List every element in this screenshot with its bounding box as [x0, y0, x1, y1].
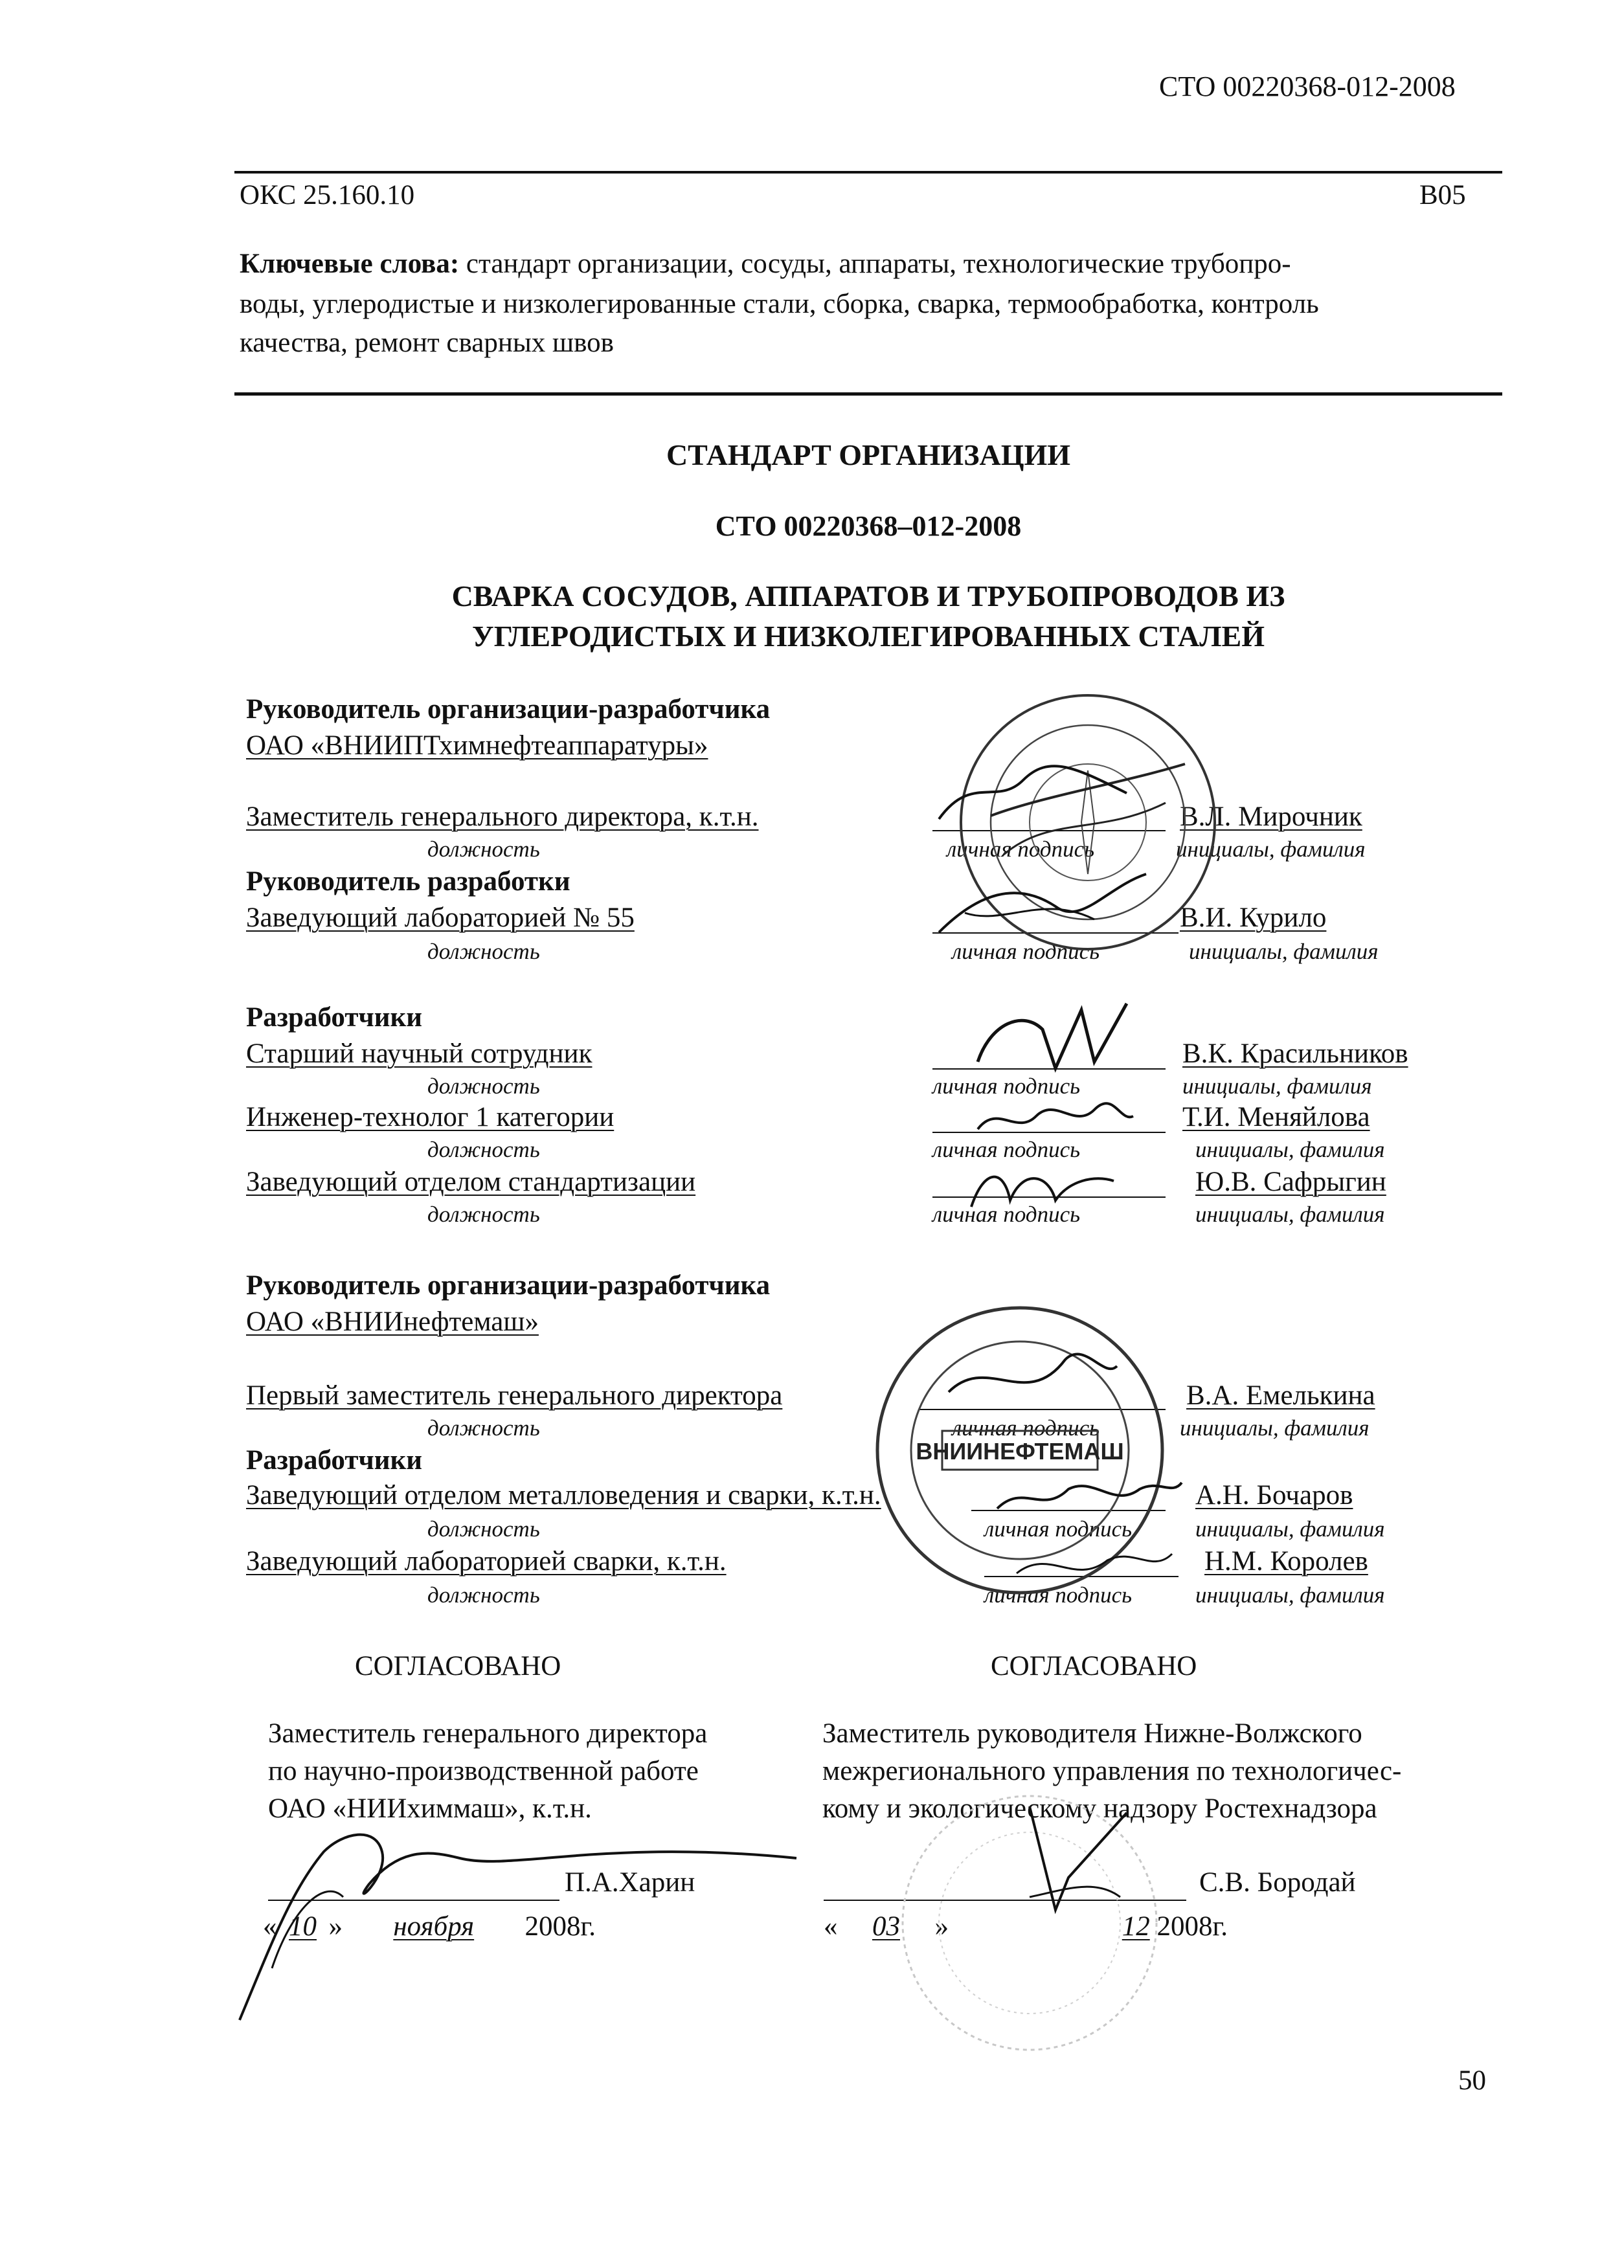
signature-caption: личная подпись	[952, 939, 1100, 964]
stamp-org-text: ВНИИНЕФТЕМАШ	[916, 1438, 1124, 1465]
block1-dev-2-position: Инженер-технолог 1 категории	[246, 1102, 615, 1132]
position-caption: должность	[427, 1516, 540, 1542]
signature-9	[1010, 1800, 1140, 1929]
block1-dev-1-name: В.К. Красильников	[1182, 1039, 1408, 1069]
standard-title-line-1: СВАРКА СОСУДОВ, АППАРАТОВ И ТРУБОПРОВОДОВ ИЗ	[451, 579, 1285, 612]
standard-heading: СТАНДАРТ ОРГАНИЗАЦИИ	[666, 438, 1071, 471]
signature-caption: личная подпись	[947, 836, 1095, 862]
signature-caption: личная подпись	[984, 1582, 1133, 1608]
block1-dev-3-position: Заведующий отделом стандартизации	[246, 1167, 696, 1197]
signature-1	[932, 761, 1140, 825]
block2-dev-2-position: Заведующий лабораторией сварки, к.т.н.	[246, 1546, 727, 1577]
block2-head-name: В.А. Емелькина	[1186, 1380, 1375, 1411]
block2-dev-1-position: Заведующий отделом металловедения и сварки, к.т.н.	[246, 1480, 881, 1510]
block2-dev-1-name: А.Н. Бочаров	[1195, 1480, 1353, 1510]
keywords-text-1: стандарт организации, сосуды, аппараты, технологические трубопро-	[466, 249, 1291, 279]
name-caption: инициалы, фамилия	[1195, 1137, 1385, 1162]
position-caption: должность	[427, 1582, 540, 1608]
block1-dev-1-position: Старший научный сотрудник	[246, 1039, 592, 1069]
approval-left-line-1: Заместитель генерального директора	[268, 1718, 708, 1749]
signature-6	[991, 1470, 1185, 1521]
approval-left-name: П.А.Харин	[565, 1867, 695, 1898]
block1-dev-3-name: Ю.В. Сафрыгин	[1195, 1167, 1386, 1197]
block2-head-label: Руководитель организации-разработчика	[246, 1270, 771, 1301]
block1-dev-2-name: Т.И. Меняйлова	[1182, 1102, 1370, 1132]
block1-dev-head-position: Заведующий лабораторией № 55	[246, 903, 635, 933]
name-caption: инициалы, фамилия	[1176, 836, 1366, 862]
signature-8	[214, 1813, 816, 2027]
top-rule	[234, 171, 1502, 174]
signature-caption: личная подпись	[932, 1073, 1081, 1099]
approval-left-title: СОГЛАСОВАНО	[355, 1651, 561, 1681]
position-caption: должность	[427, 1202, 540, 1227]
position-caption: должность	[427, 1073, 540, 1099]
signature-7	[1010, 1541, 1179, 1593]
approval-left-line-2: по научно-производственной работе	[268, 1756, 699, 1786]
oks-code: ОКС 25.160.10	[240, 180, 415, 210]
standard-title-line-2: УГЛЕРОДИСТЫХ И НИЗКОЛЕГИРОВАННЫХ СТАЛЕЙ	[471, 620, 1265, 653]
position-caption: должность	[427, 1415, 540, 1441]
signature-caption: личная подпись	[984, 1516, 1133, 1542]
signature-5	[958, 1155, 1127, 1220]
block2-org: ОАО «ВНИИнефтемаш»	[246, 1307, 539, 1337]
approval-right-year: 2008г.	[1156, 1911, 1228, 1942]
block1-org: ОАО «ВНИИПТхимнефтеаппаратуры»	[246, 730, 708, 761]
date-close-quote: »	[934, 1911, 949, 1942]
name-caption: инициалы, фамилия	[1195, 1516, 1385, 1542]
date-close-quote: »	[328, 1911, 343, 1942]
block2-head-position: Первый заместитель генерального директора	[246, 1380, 783, 1411]
keywords-bottom-rule	[234, 392, 1502, 396]
signature-3	[965, 997, 1133, 1075]
keywords-line-1	[240, 247, 1291, 281]
name-caption: инициалы, фамилия	[1189, 939, 1379, 964]
approval-left-day: 10	[289, 1911, 317, 1942]
approval-right-line-1: Заместитель руководителя Нижне-Волжского	[822, 1718, 1362, 1749]
date-open-quote: «	[824, 1911, 838, 1942]
standard-code: СТО 00220368–012-2008	[715, 510, 1022, 542]
name-caption: инициалы, фамилия	[1180, 1415, 1370, 1441]
signature-caption: личная подпись	[952, 1415, 1100, 1441]
approval-right-title: СОГЛАСОВАНО	[991, 1651, 1197, 1681]
approval-right-name: С.В. Бородай	[1199, 1867, 1356, 1898]
page-number: 50	[1458, 2065, 1486, 2096]
block1-head-label: Руководитель организации-разработчика	[246, 694, 771, 724]
signature-2	[926, 868, 1159, 939]
approval-right-line-2: межрегионального управления по технологичес-	[822, 1756, 1402, 1786]
block1-head-name: В.Л. Мирочник	[1180, 802, 1362, 832]
name-caption: инициалы, фамилия	[1195, 1202, 1385, 1227]
approval-left-month: ноября	[393, 1911, 475, 1942]
position-caption: должность	[427, 939, 540, 964]
block2-dev-2-name: Н.М. Королев	[1204, 1546, 1368, 1577]
approval-right-month: 12	[1122, 1911, 1150, 1942]
signature-caption: личная подпись	[932, 1202, 1081, 1227]
signature-4	[971, 1097, 1140, 1142]
block1-dev-head-name: В.И. Курило	[1180, 903, 1327, 933]
approval-right-day: 03	[872, 1911, 900, 1942]
document-code-header: СТО 00220368-012-2008	[1159, 71, 1456, 102]
keywords-line-3: качества, ремонт сварных швов	[240, 328, 614, 358]
approval-left-line-3: ОАО «НИИхиммаш», к.т.н.	[268, 1793, 592, 1824]
approval-left-year: 2008г.	[524, 1911, 596, 1942]
position-caption: должность	[427, 1137, 540, 1162]
date-open-quote: «	[263, 1911, 277, 1942]
name-caption: инициалы, фамилия	[1195, 1582, 1385, 1608]
signature-caption: личная подпись	[932, 1137, 1081, 1162]
keywords-label: Ключевые слова:	[240, 249, 460, 279]
keywords-line-2: воды, углеродистые и низколегированные стали, сборка, сварка, термообработка, контроль	[240, 289, 1319, 319]
block1-dev-head-label: Руководитель разработки	[246, 866, 570, 897]
block2-devs-label: Разработчики	[246, 1445, 423, 1476]
approval-right-line-3: кому и экологическому надзору Ростехнадзора	[822, 1793, 1377, 1824]
category-code: В05	[1419, 180, 1466, 210]
position-caption: должность	[427, 836, 540, 862]
block1-head-position: Заместитель генерального директора, к.т.н.	[246, 802, 759, 832]
block1-devs-label: Разработчики	[246, 1002, 423, 1033]
name-caption: инициалы, фамилия	[1182, 1073, 1372, 1099]
